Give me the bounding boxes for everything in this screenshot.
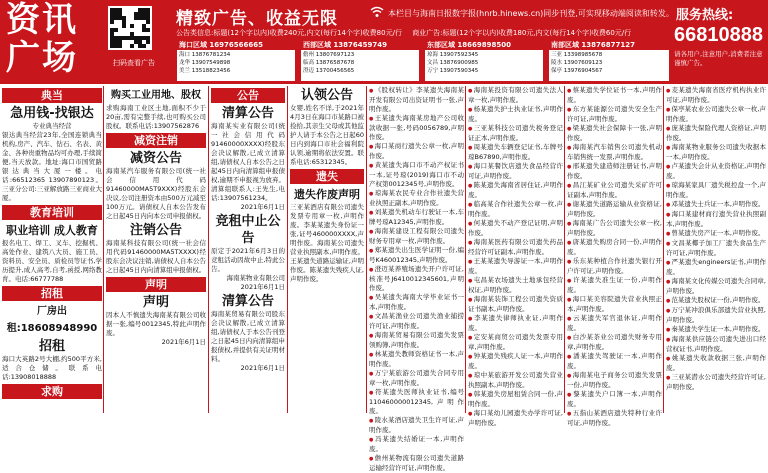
digital-edition-notice: 本栏目与海南日报数字报(hnrb.hinews.cn)同步刊登,可实现移动端阅读和转发。: [388, 9, 674, 18]
notice-item: ● 严某遗失engineers证书,声明作废。: [666, 258, 766, 277]
ad-body: 海南某贸易有限公司股东会决议解散,已成立清算组,请债权人于本公告刊登之日起45日内向清算组申报债权,并提供有关证明材料。: [211, 310, 285, 363]
ad-title: 职业培训 成人教育: [6, 224, 98, 237]
station-west: [300, 40, 420, 82]
notice-item: ● 临高某合作社遗失公章一枚,声明作废。: [468, 200, 563, 219]
ad-title: 注销公告: [129, 223, 182, 238]
notice-item: ● 三亚某科技公司遗失税务登记证正本,声明作废。: [468, 124, 563, 143]
notice-item: ● 海口某幼儿园遗失办学许可证,声明作废。: [468, 409, 563, 428]
notice-item: ● 唐某遗失购房合同一份,声明作废。: [567, 238, 662, 257]
qr-code-icon[interactable]: [108, 6, 152, 50]
station-phone: 美兰 13518823456: [179, 68, 231, 74]
column-divider: [564, 86, 565, 413]
station-phone: 龙华 13907549898: [179, 60, 231, 66]
notice-item: ● 梁某遗失社会保障卡一张,声明作废。: [567, 124, 662, 143]
station-south: [548, 40, 670, 82]
ad-title: 厂房出租:18608948990: [6, 306, 98, 334]
ad-signature: 海南某物业有限公司 2021年6月1日: [226, 274, 285, 291]
station-phones: [179, 51, 293, 75]
notice-item: ● 屯昌某农场遗失土地承包经营权证,声明作废。: [468, 276, 563, 295]
ad-subtitle: 专业典当经营: [32, 122, 72, 130]
logo-line1: 资讯: [6, 0, 78, 40]
notice-item: ● 海南某电子商务公司遗失发票一份,声明作废。: [567, 371, 662, 390]
notice-item: ● 黄某遗失海口市不动产权证书一本,证号琼(2019)海口市不动产权第0012345号,声明作废。: [369, 161, 464, 189]
notice-item: ● 琼海某家具厂遗失税控盘一个,声明作废。: [666, 181, 766, 200]
ad-body: 报名电工、焊工、叉车、挖掘机、高处作业、建筑八大员、施工员、资料员、安全员、质检员等证书,学历提升,成人高考,自考,函授,网络教育。电话:66777788: [2, 239, 102, 283]
notice-item: ● 海南某物业服务公司遗失收据本一本,声明作废。: [666, 143, 766, 162]
notice-item: ● 东方某能源公司遗失安全生产许可证,声明作废。: [567, 105, 662, 124]
station-phone: 文昌 13876900985: [427, 60, 479, 66]
notice-item: ● 黎某遗失户口簿一本,声明作废。: [567, 390, 662, 409]
notice-item: ● 何某遗失不动产登记证明,声明作废。: [468, 219, 563, 238]
notice-item: ● 陵水某酒店遗失卫生许可证,声明作废。: [369, 416, 464, 435]
notice-item: ● 海口某建材商行遗失营业执照副本,声明作废。: [666, 210, 766, 229]
notice-item: ● 云某遗失军官退休证,声明作废。: [567, 314, 662, 333]
station-phone: 临高 13876587678: [303, 60, 355, 66]
column-divider: [287, 86, 288, 413]
station-name: 南部区域 13876877127: [549, 41, 669, 50]
notice-item: ● 李某遗失律师执业证,声明作废。: [468, 314, 563, 333]
column-divider: [103, 86, 104, 413]
notice-item: ● 海口某美容院遗失营业执照正本,声明作废。: [567, 295, 662, 314]
ad-title: 清算公告: [221, 294, 274, 309]
logo-line2: 广场: [6, 38, 78, 78]
notice-item: ● 乐东某种植合作社遗失银行开户许可证,声明作废。: [567, 257, 662, 276]
station-phone: 澄迈 13700456565: [303, 68, 355, 74]
category-statement: 声明: [106, 277, 206, 292]
qr-caption: 扫码查看广告: [113, 59, 155, 67]
notice-item: ● 许某遗失准生证一份,声明作废。: [567, 276, 662, 295]
notice-item: ● 蔡某遗失学位证书一本,声明作废。: [567, 86, 662, 105]
category-announcement: 公告: [211, 88, 285, 103]
notice-item: ● 海南某贸易有限公司遗失发票领购簿,声明作废。: [369, 331, 464, 350]
notice-item: ● 海南某供应链公司遗失进出口经营权证书,声明作废。: [666, 335, 766, 354]
notice-item: ● 海口某餐饮店遗失食品经营许可证,声明作废。: [468, 162, 563, 181]
ad-body: 银达典当经营23年,全国连锁典当机构,房产、汽车、钻石、名表、黄金、各种贵重物品均可办理,手续简便,当天放款。地址:海口市国贸路银达典当大厦一楼。电话:66512365 13907890123。三亚分公司:三亚解放路三亚商业大厦。: [2, 131, 102, 202]
category-education: 教育培训: [2, 205, 102, 220]
ad-title: 购买工业用地、股权: [111, 90, 201, 101]
station-name: 东部区域 18669898500: [425, 41, 543, 50]
ad-title: 声明: [142, 295, 169, 310]
notice-item: ● 昌江某矿业公司遗失采矿许可证副本,声明作废。: [567, 181, 662, 200]
hotline-label: 服务热线:: [676, 8, 734, 23]
notice-item: ● 琼中某旅游开发公司遗失营业执照副本,声明作废。: [468, 371, 563, 390]
notice-item: ● 秦某遗失学生证一本,声明作废。: [666, 325, 766, 335]
notice-item: ● 王某某遗失导游证一本,声明作废。: [468, 257, 563, 276]
station-phone: 陵水 13907609123: [551, 60, 603, 66]
category-pawn: 典当: [2, 88, 102, 103]
station-phones: [427, 51, 541, 75]
notice-item: ● 范某遗失股权证一份,声明作废。: [666, 296, 766, 306]
notice-item: ● 郑某遗失出生医学证明一份,编号K460012345,声明作废。: [369, 246, 464, 265]
column-2: [106, 86, 206, 413]
ad-body: 原定于2021年6月3日的竞租活动因故中止,特此公告。: [211, 247, 285, 273]
notice-item: ● 文昌某渔业公司遗失渔业捕捞许可证,声明作废。: [369, 312, 464, 331]
notice-item: ● 三亚某潜水公司遗失经营许可证,声明作废。: [666, 373, 766, 392]
notice-item: ● 海南某广告公司遗失公章一枚,声明作废。: [567, 219, 662, 238]
station-phone: 海口 13876781234: [179, 52, 231, 58]
notice-item: ● 保亭某农业公司遗失公章一枚,声明作废。: [666, 105, 766, 124]
station-phone: 儋州 13807697123: [303, 52, 355, 58]
category-wanted: 求购: [2, 384, 102, 399]
ad-body: 因本人不慎遗失海南某有限公司收据一张,编号0012345,特此声明作废。: [106, 311, 206, 337]
station-phones: [303, 51, 417, 75]
price-row: [176, 28, 666, 38]
ad-title: 急用钱-找银达: [10, 106, 94, 121]
category-lost: 遗失: [290, 169, 364, 184]
notice-item: ● 海南某建设工程有限公司遗失财务专用章一枚,声明作废。: [369, 227, 464, 246]
station-name: 西部区域 13876459749: [301, 41, 419, 50]
station-east: [424, 40, 544, 82]
notice-item: ● 曾某遗失房产证一本,声明作废。: [666, 229, 766, 239]
notice-item: ● 杨某遗失护士执业证书,声明作废。: [468, 105, 563, 124]
notice-item: ● 庞某遗失保险代理人资格证,声明作废。: [666, 124, 766, 143]
notice-item: ● 钟某遗失残疾人证一本,声明作废。: [468, 352, 563, 371]
notice-item: ● 姚某遗失收款收据三张,声明作废。: [666, 354, 766, 373]
notice-item: ● 陈某遗失海南省居住证,声明作废。: [468, 181, 563, 200]
notice-item: ● 海南某文化传媒公司遗失合同章,声明作废。: [666, 277, 766, 296]
notice-item: ● 儋州某物流有限公司遗失道路运输经营许可证,声明作废。: [369, 454, 464, 473]
notice-column-1: [369, 86, 464, 472]
notice-item: ● 白沙某茶业公司遗失财务专用章,声明作废。: [567, 333, 662, 352]
ad-body: 女婴,姓名不详,于2021年4月3日在海口市某路口被捡拾,其亲生父母或其他监护人请于本公告之日起60日内到海口市社会福利院认领,逾期将依法安置。联系电话:65312345。: [290, 104, 364, 166]
ad-date: 2021年6月1日: [240, 364, 285, 372]
notice-item: ● 海口某商行遗失公章一枚,声明作废。: [369, 142, 464, 161]
station-phone: 三亚 13398985678: [551, 52, 603, 58]
price-commercial: 商业广告:标题(12个字以内)收费180元,内文(每行14个字)收费60元/行: [412, 29, 632, 37]
masthead: [0, 0, 768, 84]
notice-item: ● 万宁某冲浪俱乐部遗失营业执照,声明作废。: [666, 306, 766, 325]
ad-title: 遗失作废声明: [294, 188, 360, 201]
notice-item: ● 万宁某旅游公司遗失合同专用章一枚,声明作废。: [369, 369, 464, 388]
station-list: [176, 40, 670, 82]
notice-item: ● 海南某装饰工程公司遗失资质证书副本,声明作废。: [468, 295, 563, 314]
notice-item: ● 海南某医药有限公司遗失药品经营许可证副本,声明作废。: [468, 238, 563, 257]
ad-date: 2021年6月1日: [161, 338, 206, 346]
column-3: [211, 86, 285, 413]
category-capital-reduction: 减资注销: [106, 133, 206, 148]
notice-item: ● 王某遗失海南某房地产公司收款收据一张,号码0056789,声明作废。: [369, 114, 464, 142]
station-phone: 万宁 13907590345: [427, 68, 479, 74]
notice-item: ● 符某遗失医师执业证书,编号110460000012345,声明作废。: [369, 388, 464, 416]
ad-title: 招租: [38, 339, 65, 354]
notice-column-4: [666, 86, 766, 413]
category-rental: 招租: [2, 286, 102, 301]
ad-body: 海口大英路2号大棚,约500平方米,适合仓储。联系电话:13908018888: [2, 355, 102, 381]
ad-title: 清算公告: [221, 106, 274, 121]
price-announcement: 公告类信息:标题(12个字以内)收费240元,内文(每行14个字)收费80元/行: [176, 29, 402, 37]
notice-item: ● 冯某遗失结婚证一本,声明作废。: [369, 435, 464, 454]
ad-body: 三亚某酒店有限公司遗失发票专用章一枚,声明作废。李某某遗失身份证一张,证号460000XXXX,声明作废。海南某公司遗失营业执照副本,声明作废。王某遗失道路运输证,声明作废。陈某遗失残疾人证,声明作废。: [290, 203, 364, 283]
notice-item: ● 韩某遗失房屋租赁合同一份,声明作废。: [468, 390, 563, 409]
notice-item: ● 《股权转让》李某遗失海南某开发有限公司出资证明书一张,声明作废。: [369, 86, 464, 114]
notice-item: ● 海南某汽车销售公司遗失机动车销售统一发票,声明作废。: [567, 143, 662, 162]
column-divider: [366, 86, 367, 413]
notice-item: ● 麦某遗失海南省医疗机构执业许可证,声明作废。: [666, 86, 766, 105]
notice-item: ● 邢某遗失建造师注册证书,声明作废。: [567, 162, 662, 181]
ad-title: 减资公告: [129, 151, 182, 166]
notice-item: ● 谢某遗失道路运输从业资格证,声明作废。: [567, 200, 662, 219]
ad-date: 2021年6月1日: [240, 203, 285, 211]
notice-item: ● 林某遗失教师资格证书一本,声明作废。: [369, 350, 464, 369]
station-phones: [551, 51, 667, 75]
column-divider: [465, 86, 466, 413]
hotline-number[interactable]: 66810888: [674, 24, 763, 46]
wifi-icon: [370, 6, 384, 18]
notice-item: ● 邓某遗失士兵证一本,声明作废。: [666, 200, 766, 210]
notice-item: ● 潘某遗失驾驶证一本,声明作废。: [567, 352, 662, 371]
ad-body: 海南某科技有限公司(统一社会信用代码91460000MA5TXXXX)经股东会决议注销,请债权人自本公告之日起45日内向清算组申报债权。: [106, 239, 206, 274]
column-divider: [208, 86, 209, 413]
ad-title: 竞租中止公告: [215, 214, 281, 246]
notice-item: ● 琼海某农民专业合作社遗失营业执照正副本,声明作废。: [369, 189, 464, 208]
logo: [0, 0, 104, 84]
notice-item: ● 澄迈某养殖场遗失开户许可证,核准号J6410012345601,声明作废。: [369, 265, 464, 293]
notice-item: ● 文昌某椰子加工厂遗失食品生产许可证,声明作废。: [666, 239, 766, 258]
station-phone: 琼海 13907592345: [427, 52, 479, 58]
slogan: 精致广告、收益无限: [176, 9, 338, 29]
notice-item: ● 卢某遗失会计从业资格证,声明作废。: [666, 162, 766, 181]
notice-item: ● 海南某投资有限公司遗失法人章一枚,声明作废。: [468, 86, 563, 105]
notice-item: ● 刘某遗失机动车行驶证一本,车牌号琼A12345,声明作废。: [369, 208, 464, 227]
notice-item: ● 五指山某酒店遗失特种行业许可证,声明作废。: [567, 409, 662, 428]
notice-column-3: [567, 86, 662, 427]
ad-body: 海南某实业有限公司(统一社会信用代码91460000XXXX)经股东会决议解散,已成立清算组,请债权人自本公告之日起45日内向清算组申报债权,逾期不申报视为放弃。清算组联系人:王先生,电话:13907561234。: [211, 122, 285, 202]
hotline-note: 请各用户,注意用户,消费者注意谨慎广告。: [674, 50, 763, 67]
column-4: [290, 86, 364, 413]
notice-item: ● 定安某商贸公司遗失发票专用章,声明作废。: [468, 333, 563, 352]
notice-item: ● 吴某遗失海南大学毕业证书一本,声明作废。: [369, 293, 464, 312]
notice-column-2: [468, 86, 563, 427]
ad-body: 求购海南工业区土地,面积不少于20亩,需有完整手续,也可购买公司股权。联系电话:13907562876: [106, 104, 206, 130]
station-haikou: [176, 40, 296, 82]
notice-item: ● 周某遗失车辆登记证书,车牌号琼B67890,声明作废。: [468, 143, 563, 162]
ad-title: 认领公告: [300, 88, 353, 103]
station-phone: 保亭 13976904567: [551, 68, 603, 74]
column-1: [2, 86, 102, 413]
station-name: 海口区域 16976566665: [177, 41, 295, 50]
column-divider: [663, 86, 664, 413]
ad-body: 海南某汽车服务有限公司(统一社会信用代码91460000MA5T9XXX)经股东会决议,公司注册资本由500万元减至100万元。请债权人自本公告发布之日起45日内向本公司申报债权。: [106, 167, 206, 220]
